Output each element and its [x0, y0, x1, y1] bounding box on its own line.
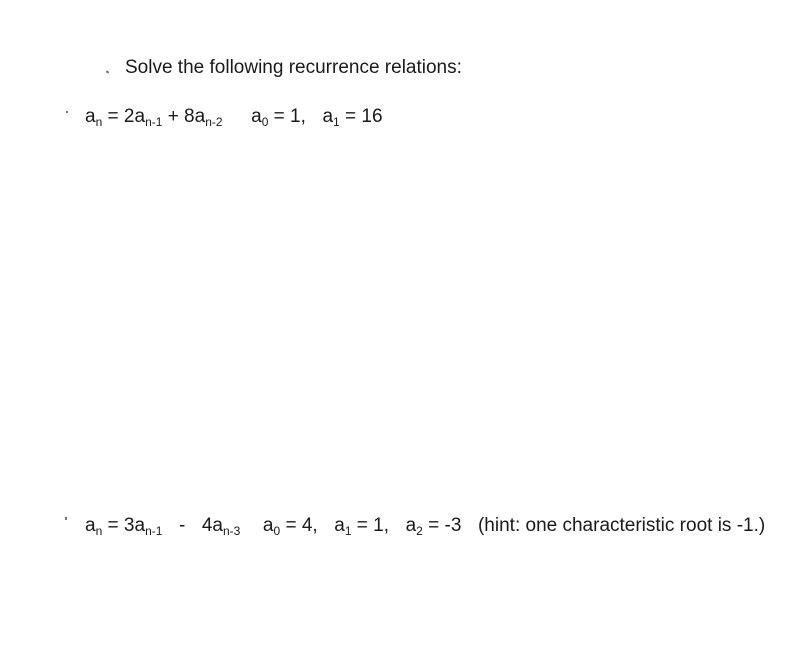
subscript: 0 — [261, 115, 269, 129]
scan-mark — [65, 517, 67, 520]
subscript: n — [95, 524, 103, 538]
initial-a1: a — [334, 515, 345, 536]
subscript: n-1 — [145, 115, 163, 129]
page-heading: Solve the following recurrence relations: — [125, 57, 462, 78]
scan-mark — [66, 111, 68, 113]
subscript: n-3 — [223, 524, 241, 538]
subscript: 1 — [344, 524, 352, 538]
recurrence-problem-2 — [85, 515, 765, 537]
subscript: 0 — [273, 524, 281, 538]
scan-mark — [106, 70, 110, 73]
plus-term: + 8a — [167, 106, 206, 127]
subscript: 1 — [333, 115, 340, 129]
term-a: a — [85, 106, 96, 127]
initial-a0-value: = 4, — [285, 515, 318, 536]
hint-text: (hint: one characteristic root is -1.) — [477, 515, 766, 536]
initial-a0-value: = 1, — [273, 106, 306, 127]
initial-a0: a — [262, 515, 274, 536]
minus-sign: - — [178, 515, 186, 536]
equals-term: = 3a — [107, 515, 146, 536]
initial-a1: a — [322, 106, 334, 127]
initial-a2-value: = -3 — [428, 515, 462, 536]
subscript: n — [95, 115, 103, 129]
recurrence-problem-1 — [85, 106, 383, 128]
initial-a2: a — [405, 515, 417, 536]
equals-term: = 2a — [107, 106, 146, 127]
term-a: a — [85, 515, 96, 536]
initial-a1-value: = 16 — [345, 106, 383, 127]
subscript: n-2 — [205, 115, 223, 129]
initial-a1-value: = 1, — [356, 515, 390, 536]
initial-a0: a — [251, 106, 262, 127]
subscript: n-1 — [145, 524, 163, 538]
subscript: 2 — [416, 524, 423, 538]
minus-term: 4a — [201, 515, 223, 536]
